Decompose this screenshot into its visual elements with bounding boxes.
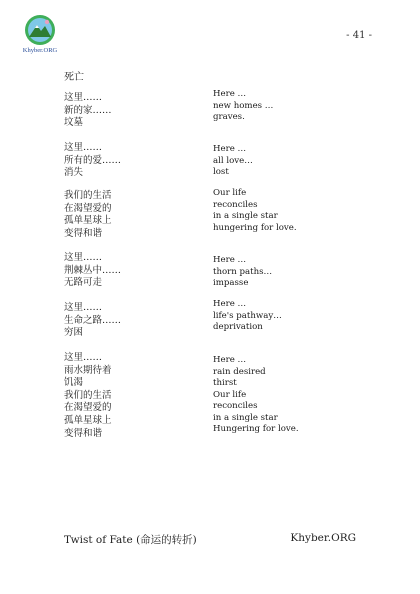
english-stanza-4 [213, 255, 272, 290]
poem-line: 孤单星球上 [64, 414, 112, 426]
footer-site-name: Khyber.ORG [290, 532, 356, 544]
poem-line: Here … [213, 355, 247, 365]
poem-line: Our life [213, 188, 247, 198]
chinese-stanza-5 [64, 302, 121, 340]
poem-line: 变得和谐 [64, 427, 103, 439]
poem-line: 饥渴 [64, 377, 84, 389]
poem-line: 雨水期待着 [64, 364, 112, 376]
poem-line: rain desired [213, 366, 266, 377]
poem-line: deprivation [213, 322, 263, 332]
chinese-stanza-3 [64, 190, 112, 240]
poem-line: thirst [213, 378, 237, 388]
poem-line: 在渴望爱的 [64, 402, 112, 414]
poem-line: 变得和谐 [64, 227, 103, 239]
poem-line: Here … [213, 255, 247, 265]
poem-line: thorn paths… [213, 266, 273, 277]
poem-line: 荆棘丛中…… [64, 264, 122, 276]
poem-line: 新的家…… [64, 104, 112, 116]
poem-line: 在渴望爱的 [64, 202, 112, 214]
footer-book-title: Twist of Fate (命运的转折) [64, 534, 197, 546]
poem-line: Here … [213, 89, 247, 99]
english-stanza-3 [213, 188, 297, 234]
chinese-stanza-6 [64, 352, 112, 440]
logo-text: Khyber.ORG [22, 47, 58, 54]
mountain-logo-icon [24, 14, 56, 46]
english-stanza-5 [213, 299, 282, 334]
english-stanza-2 [213, 144, 253, 179]
poem-line: hungering for love. [213, 222, 297, 233]
page-number: - 41 - [346, 30, 372, 41]
poem-line: 我们的生活 [64, 389, 112, 401]
poem-line: 消失 [64, 167, 84, 179]
english-stanza-6 [213, 355, 299, 436]
poem-line: 所有的爱…… [64, 154, 122, 166]
poem-line: 生命之路…… [64, 314, 122, 326]
poem-line: 我们的生活 [64, 190, 112, 201]
poem-line: 这里…… [64, 252, 103, 263]
poem-line: in a single star [213, 412, 278, 423]
poem-line: impasse [213, 278, 249, 288]
poem-line: life's pathway… [213, 310, 282, 321]
poem-line: Here … [213, 144, 247, 154]
poem-line: Hungering for love. [213, 424, 299, 434]
chinese-stanza-2 [64, 142, 121, 180]
poem-line: 这里…… [64, 302, 103, 313]
poem-line: graves. [213, 112, 245, 122]
poem-line: 孤单星球上 [64, 215, 112, 227]
poem-line: in a single star [213, 211, 278, 221]
chinese-stanza-4 [64, 252, 121, 290]
poem-line: all love… [213, 155, 253, 166]
poem-title: 死亡 [64, 72, 84, 83]
poem-line: reconciles [213, 401, 258, 411]
poem-line: Here … [213, 299, 247, 309]
poem-line: 这里…… [64, 352, 103, 363]
poem-line: 无路可走 [64, 277, 103, 289]
poem-line: 这里…… [64, 142, 103, 153]
poem-line: lost [213, 167, 229, 177]
english-stanza-1 [213, 89, 273, 124]
poem-line: reconciles [213, 199, 258, 210]
khyber-logo [16, 14, 64, 58]
chinese-stanza-1 [64, 92, 112, 130]
poem-line: new homes … [213, 100, 274, 111]
poem-line: 这里…… [64, 92, 103, 103]
poem-line: 坟墓 [64, 117, 84, 129]
poem-line: Our life [213, 389, 247, 400]
poem-line: 穷困 [64, 327, 84, 339]
